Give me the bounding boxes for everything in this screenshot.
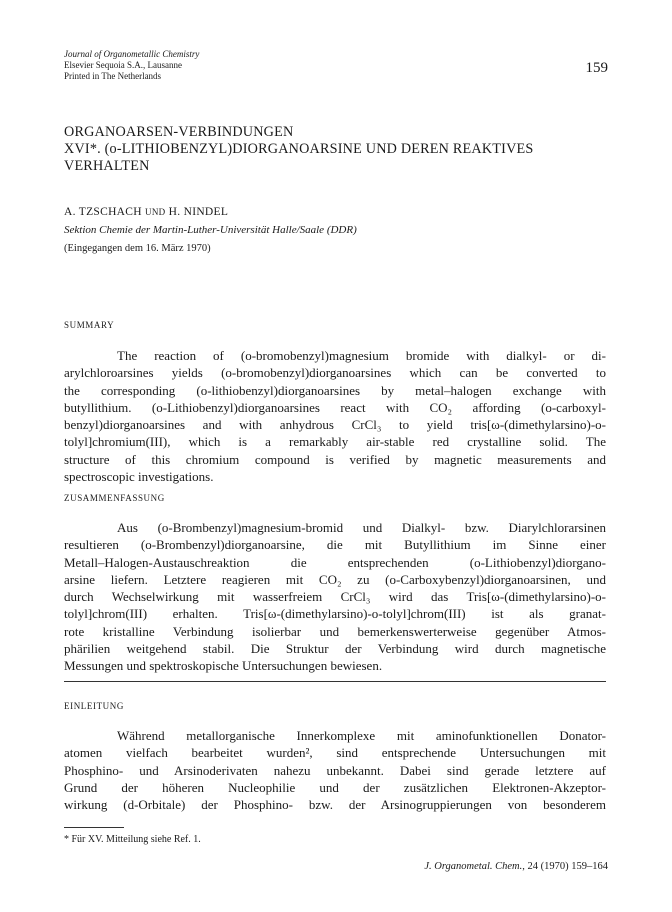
paragraph-line: Grund der höheren Nucleophilie und der zusätzlichen Elektronen-Akzeptor- [64,779,606,795]
paper-title [64,124,533,175]
paragraph-line: resultieren (o-Brombenzyl)diorganoarsine, die mit Butyllithium im Sinne einer [64,537,606,553]
einleitung-heading: EINLEITUNG [64,701,124,711]
paragraph-line: Aus (o-Brombenzyl)magnesium-bromid und Dialkyl- bzw. Diarylchlorarsinen [117,520,606,535]
footnote-rule [64,827,124,828]
footnote: * Für XV. Mitteilung siehe Ref. 1. [64,834,201,845]
zusammenfassung-heading: ZUSAMMENFASSUNG [64,493,165,503]
summary-paragraph [64,347,606,485]
page-number: 159 [585,60,608,76]
received-date: (Eingegangen dem 16. März 1970) [64,243,211,254]
paragraph-line: durch Wechselwirkung mit wasserfreiem CrCl₃ wird das Tris[ω-(dimethylarsino)-o- [64,589,606,605]
title-line: VERHALTEN [64,158,150,174]
paragraph-line: Phosphino- und Arsinoderivaten nahezu unbekannt. Dabei sind gerade letztere auf [64,762,606,778]
journal-reference [424,861,608,872]
paragraph-line: tolyl]chromium(III), which is a remarkably air-stable red crystalline solid. The [64,434,606,450]
einleitung-paragraph [64,727,606,813]
paragraph-line: spectroscopic investigations. [64,469,214,485]
paragraph-line: Metall–Halogen-Austauschreaktion die entsprechenden (o-Lithiobenzyl)diorgano- [64,554,606,570]
paragraph-line: arsine liefern. Letztere reagieren mit CO₂ zu (o-Carboxybenzyl)diorganoarsinen, und [64,571,606,587]
paragraph-line: Messungen und spektroskopische Untersuchungen bewiesen. [64,658,383,674]
journal-citation: , 24 (1970) 159–164 [522,861,608,872]
paragraph-line: phärilien weitgehend stabil. Die Struktur der Verbindung wird durch magnetische [64,641,606,657]
paragraph-line: structure of this chromium compound is verified by magnetic measurements and [64,451,606,467]
section-divider [64,681,606,682]
paragraph-line: arylchloroarsines yields (o-bromobenzyl)diorganoarsines which can be converted to [64,365,606,381]
paragraph-line: rote kristalline Verbindung isolierbar und bemerkenswerterweise gegenüber Atmos- [64,623,606,639]
author-name: H. NINDEL [168,206,229,218]
paragraph-line: Während metallorganische Innerkomplexe mit aminofunktionellen Donator- [117,728,606,743]
zusammenfassung-paragraph [64,519,606,675]
publisher-line: Elsevier Sequoia S.A., Lausanne [64,60,182,70]
affiliation: Sektion Chemie der Martin-Luther-Universität Halle/Saale (DDR) [64,224,357,236]
paragraph-line: wirkung (d-Orbitale) der Phosphino- bzw. der Arsinogruppierungen von besonderem [64,797,606,813]
author-name: A. TZSCHACH [64,206,142,218]
paragraph-line: atomen vielfach bearbeitet wurden², sind entsprechende Untersuchungen mit [64,745,606,761]
author-conjunction: UND [145,207,166,217]
paragraph-line: the corresponding (o-lithiobenzyl)diorganoarsines by metal–halogen exchange with [64,382,606,398]
title-line: ORGANOARSEN-VERBINDUNGEN [64,124,294,140]
title-line: XVI*. (o-LITHIOBENZYL)DIORGANOARSINE UND DEREN REAKTIVES [64,141,534,157]
summary-heading: SUMMARY [64,320,115,330]
paragraph-line: tolyl]chrom(III) erhalten. Tris[ω-(dimethylarsino)-o-tolyl]chrom(III) ist als granat- [64,606,606,622]
author-line [64,206,228,218]
printed-line: Printed in The Netherlands [64,71,162,81]
journal-abbrev: J. Organometal. Chem. [424,861,523,872]
journal-name: Journal of Organometallic Chemistry [64,49,200,59]
paragraph-line: The reaction of (o-bromobenzyl)magnesium bromide with dialkyl- or di- [117,348,606,363]
paragraph-line: butyllithium. (o-Lithiobenzyl)diorganoarsines react with CO₂ affording (o-carboxyl- [64,399,606,415]
paragraph-line: benzyl)diorganoarsines and with anhydrous CrCl₃ to yield tris[ω-(dimethylarsino)-o- [64,417,606,433]
